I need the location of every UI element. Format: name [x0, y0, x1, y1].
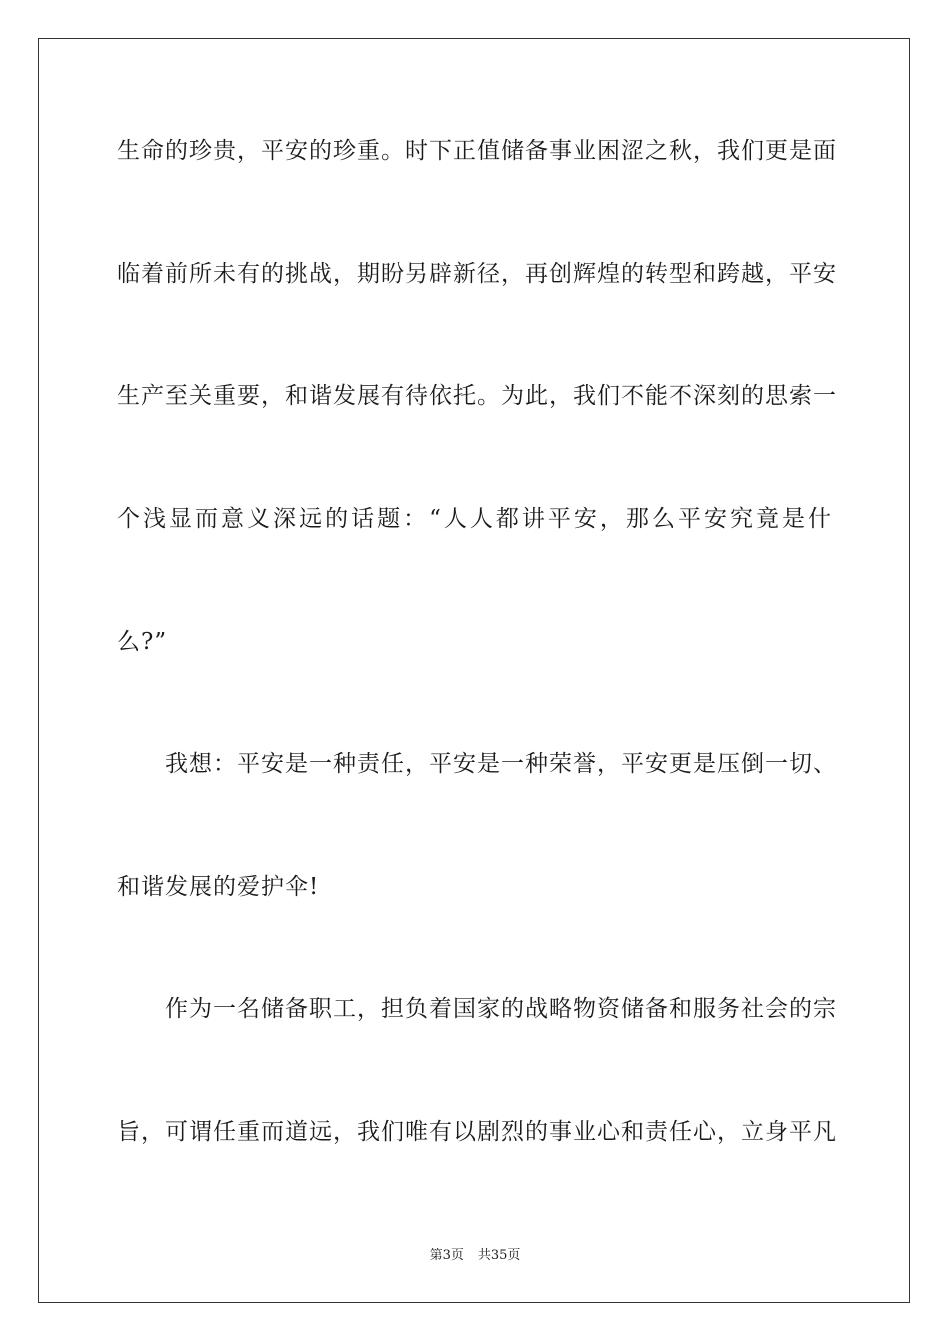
- text-line-9: 旨，可谓任重而道远，我们唯有以剧烈的事业心和责任心，立身平凡: [117, 1119, 837, 1145]
- text-line-7: 和谐发展的爱护伞!: [117, 874, 320, 900]
- text-line-4: 个浅显而意义深远的话题：“人人都讲平安，那么平安究竟是什: [117, 506, 832, 532]
- text-line-6: 我想：平安是一种责任，平安是一种荣誉，平安更是压倒一切、: [165, 751, 837, 777]
- page-total: 共35页: [477, 1248, 521, 1263]
- text-line-2: 临着前所未有的挑战，期盼另辟新径，再创辉煌的转型和跨越，平安: [117, 261, 837, 287]
- text-line-8: 作为一名储备职工，担负着国家的战略物资储备和服务社会的宗: [165, 996, 837, 1022]
- text-line-3: 生产至关重要，和谐发展有待依托。为此，我们不能不深刻的思索一: [117, 383, 837, 409]
- text-line-5: 么?”: [117, 629, 168, 655]
- page-footer: [0, 1247, 950, 1265]
- page-number: 第3页: [429, 1248, 464, 1263]
- text-line-1: 生命的珍贵，平安的珍重。时下正值储备事业困涩之秋，我们更是面: [117, 138, 837, 164]
- page-border: [38, 38, 910, 1303]
